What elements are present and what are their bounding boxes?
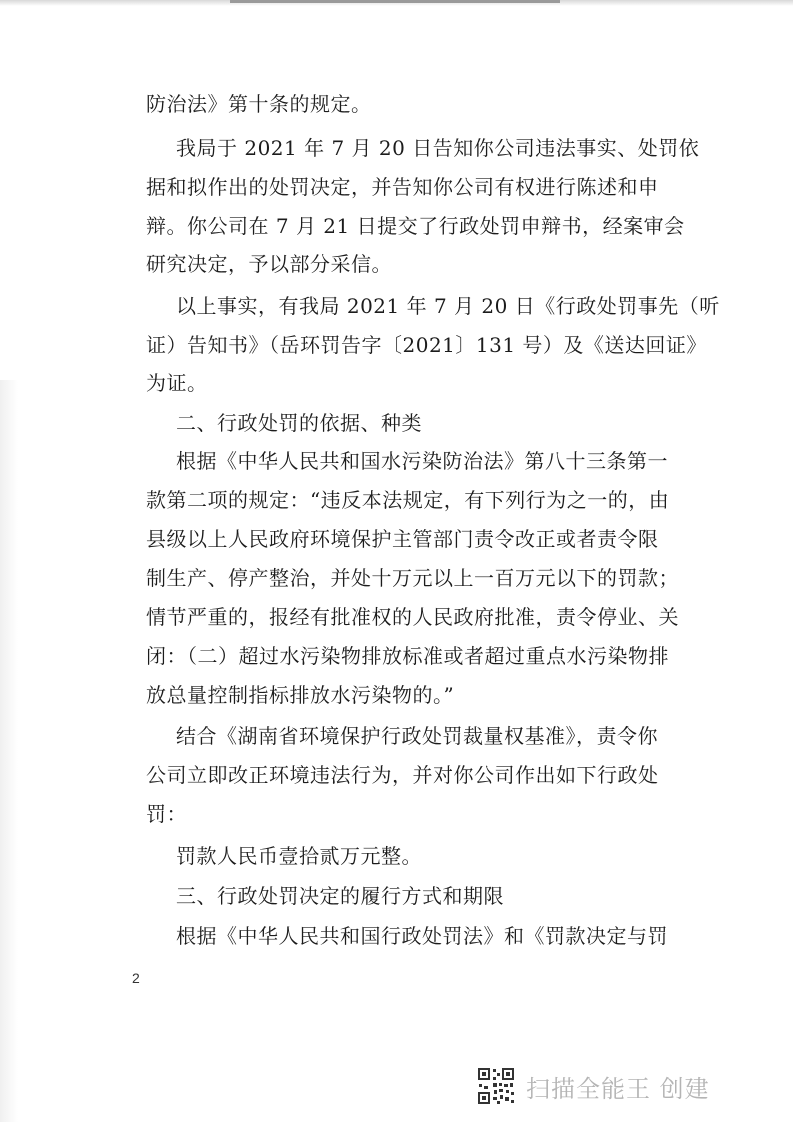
text-line: 制生产、停产整治，并处十万元以上一百万元以下的罚款；: [146, 566, 679, 590]
text-line: 闭：（二）超过水污染物排放标准或者超过重点水污染物排: [146, 644, 669, 668]
text-line: 县级以上人民政府环境保护主管部门责令改正或者责令限: [146, 527, 659, 551]
text-line: 公司立即改正环境违法行为，并对你公司作出如下行政处: [146, 763, 659, 787]
text-line: 防治法》第十条的规定。: [146, 92, 372, 116]
qr-code-icon: [476, 1066, 516, 1106]
text-line: 结合《湖南省环境保护行政处罚裁量权基准》，责令你: [176, 724, 658, 748]
text-line: 根据《中华人民共和国水污染防治法》第八十三条第一: [176, 449, 668, 473]
text-line: 款第二项的规定：“违反本法规定，有下列行为之一的，由: [146, 488, 670, 512]
scan-side-shade: [0, 380, 18, 1122]
section-heading: 二、行政处罚的依据、种类: [176, 411, 422, 435]
text-line: 以上事实，有我局 2021 年 7 月 20 日《行政处罚事先（听: [176, 294, 720, 318]
scan-edge-mark: [230, 0, 560, 3]
text-line: 辩。你公司在 7 月 21 日提交了行政处罚申辩书，经案审会: [146, 214, 685, 238]
text-line: 证）告知书》（岳环罚告字〔2021〕131 号）及《送达回证》: [146, 333, 707, 357]
page-number: 2: [132, 970, 140, 986]
scanner-watermark: [476, 1064, 710, 1108]
text-line: 我局于 2021 年 7 月 20 日告知你公司违法事实、处罚依: [176, 136, 700, 160]
text-line: 据和拟作出的处罚决定，并告知你公司有权进行陈述和申: [146, 175, 659, 199]
text-line: 罚：: [146, 802, 187, 826]
section-heading: 三、行政处罚决定的履行方式和期限: [176, 884, 504, 908]
fine-amount: 罚款人民币壹拾贰万元整。: [176, 844, 422, 868]
text-line: 研究决定，予以部分采信。: [146, 252, 392, 276]
watermark-text: 扫描全能王 创建: [526, 1074, 710, 1103]
text-line: 为证。: [146, 371, 208, 395]
text-line: 放总量控制指标排放水污染物的。”: [146, 683, 455, 707]
text-line: 根据《中华人民共和国行政处罚法》和《罚款决定与罚: [176, 924, 668, 948]
text-line: 情节严重的，报经有批准权的人民政府批准，责令停业、关: [146, 605, 679, 629]
